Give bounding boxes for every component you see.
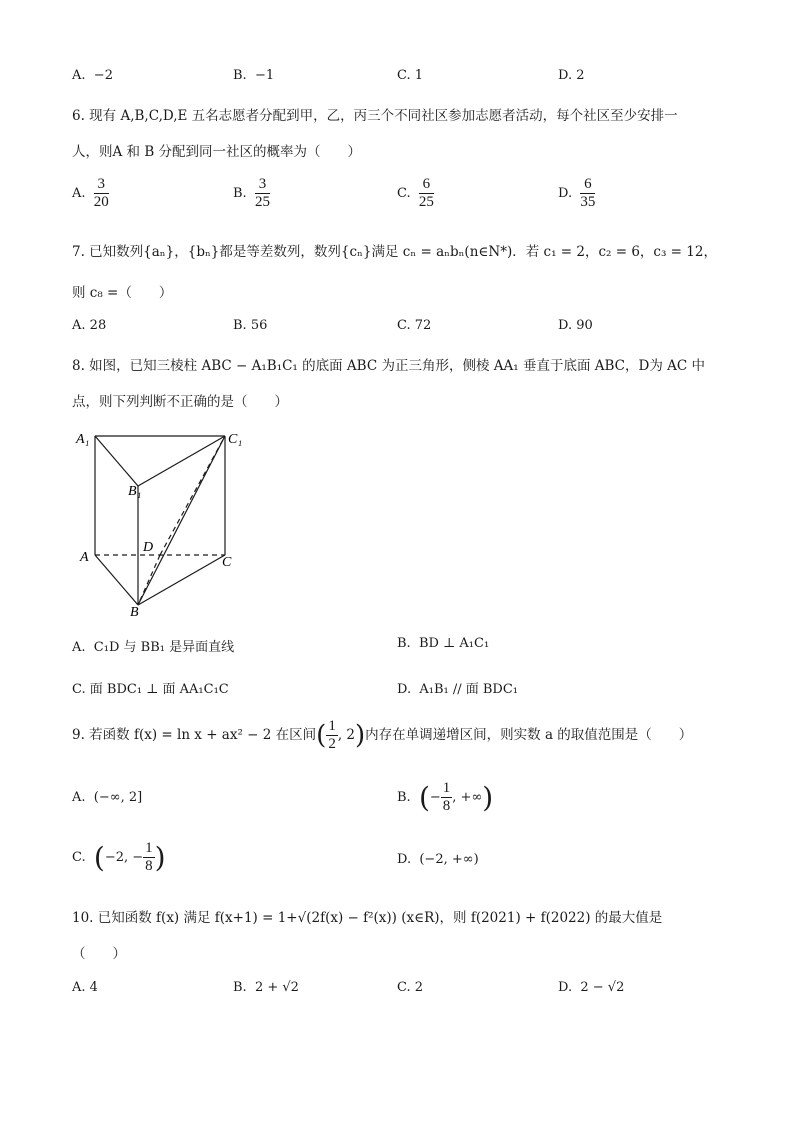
label-c: C [222, 555, 232, 570]
edge-a1b1 [95, 436, 138, 486]
q7-option-d: D. 90 [558, 318, 593, 333]
q8-stem-line1: 8. 如图，已知三棱柱 ABC − A₁B₁C₁ 的底面 ABC 为正三角形，侧棱 AA₁ 垂直于底面 ABC，D为 AC 中 [72, 358, 705, 374]
q6-stem-line1: 6. 现有 A,B,C,D,E 五名志愿者分配到甲，乙，丙三个不同社区参加志愿者活动，每个社区至少安排一 [72, 108, 678, 124]
edge-bd-hidden [138, 555, 160, 605]
q8-option-a: A. C₁D 与 BB₁ 是异面直线 [72, 640, 235, 655]
label-b: B [130, 605, 139, 620]
q7-option-c: C. 72 [397, 318, 432, 333]
q10-option-a: A. 4 [72, 980, 98, 995]
label-a1: A₁ [76, 432, 90, 447]
edge-ab [95, 555, 138, 605]
q10-option-c: C. 2 [397, 980, 424, 995]
q6-option-c: C. $\frac{6}{25}$ [397, 176, 434, 210]
q6-stem-line2: 人，则A 和 B 分配到同一社区的概率为（ ） [72, 144, 362, 160]
q5-option-d: D. 2 [558, 68, 585, 83]
q9-option-b: B. (− $\frac{1}{8}$ , +∞) [397, 780, 494, 814]
q5-option-c: C. 1 [397, 68, 424, 83]
q8-stem-line2: 点，则下列判断不正确的是（ ） [72, 394, 288, 410]
q8-option-b: B. BD ⊥ A₁C₁ [397, 636, 490, 651]
q9-stem: 9. 若函数 f(x) = ln x + ax² − 2 在区间( $\frac{1}{2}$ , 2)内存在单调递增区间，则实数 a 的取值范围是（ ） [72, 718, 693, 752]
label-c1: C₁ [228, 432, 243, 447]
q8-option-c: C. 面 BDC₁ ⊥ 面 AA₁C₁C [72, 682, 229, 697]
q7-option-b: B. 56 [233, 318, 268, 333]
q9-option-c: C. (−2, − $\frac{1}{8}$ ) [72, 840, 166, 874]
q8-option-d: D. A₁B₁ // 面 BDC₁ [397, 682, 519, 697]
q10-option-d: D. 2 − √2 [558, 980, 625, 995]
q6-option-d: D. $\frac{6}{35}$ [558, 176, 596, 210]
q7-stem-line2: 则 c₈ =（ ） [72, 285, 173, 301]
q9-option-d: D. (−2, +∞) [397, 852, 479, 867]
q10-stem-line1: 10. 已知函数 f(x) 满足 f(x+1) = 1+√(2f(x) − f²(x)) (x∈R)，则 f(2021) + f(2022) 的最大值是 [72, 910, 663, 926]
label-d: D [143, 540, 154, 555]
q6-option-b: B. $\frac{3}{25}$ [233, 176, 270, 210]
q10-stem-line2: （ ） [72, 946, 126, 962]
q7-stem-line1: 7. 已知数列{aₙ}，{bₙ}都是等差数列，数列{cₙ}满足 cₙ = aₙbₙ(n∈N*)．若 c₁ = 2，c₂ = 6，c₃ = 12， [72, 244, 717, 260]
q5-option-a: A. −2 [72, 68, 113, 83]
label-a: A [80, 550, 89, 565]
label-b1: B₁ [128, 484, 142, 499]
q9-option-a: A. (−∞, 2] [72, 790, 143, 805]
q6-option-a: A. $\frac{3}{20}$ [72, 176, 109, 210]
prism-figure [70, 424, 250, 620]
q5-option-b: B. −1 [233, 68, 275, 83]
q10-option-b: B. 2 + √2 [233, 980, 299, 995]
q7-option-a: A. 28 [72, 318, 107, 333]
